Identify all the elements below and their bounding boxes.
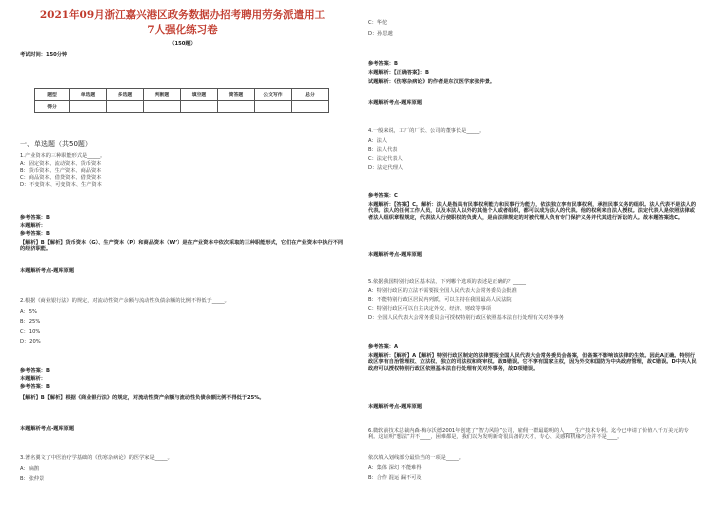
q4-analysis: 本题解析：【答案】C。解析：法人是指具有民事权利能力和民事行为能力，依法独立享有民事权利，承担民事义务的组织。法人代表不是法人的代表。法人的任何工作人员，以及本法人以外的其他个人或者组织，都可以成为法人的代表。他的权利来自法人授权。法定代表人是依照法律或者法人组织章程规定，代表法人行使职权的负责人，是由法律规定的对被代理人负有专门保护义务并代其进行诉讼的人。故本题答案选C。 — [368, 202, 697, 221]
q4-answer: 参考答案：C — [368, 193, 398, 199]
q4-option-c: C：法定代表人 — [368, 156, 403, 162]
q3-option-b: B：张仲景 — [20, 476, 45, 482]
q1-analysis: 【解析】B【解析】货币资本（G）、生产资本（P）和商品资本（W’）是在产业资本中依次采取的三种职能形式，它们在产业资本中执行不同的经济职能。 — [20, 240, 344, 253]
q5-analysis: 本题解析：【解析】A【解析】特别行政区制定的法律要报全国人民代表大会常务委员会备案，但备案不影响该法律的生效。因此A正确。特别行政区享有自治管理权、立法权、独立的司法权和终审权。故B错误。它不享有国家主权，因为外交和国防为中央政府管理，故C错误。D中央人民政府可以授权特别行政区依照基本法自行处理有关对外事务，故D项错误。 — [368, 353, 697, 372]
q5-option-b: B：不能特别行政区居民内列派，可以主持在我国最高人民法院 — [368, 297, 512, 303]
q2-option-c: C：10% — [20, 329, 41, 335]
q5-option-c: C：特别行政区可以自主决定外交、经济、财政等事项 — [368, 306, 491, 312]
q5-answer: 参考答案：A — [368, 344, 398, 350]
q5-option-a: A：特别行政区的立法不需要报全国人民代表大会常务委员会批准 — [368, 288, 517, 294]
q1-option-a: A：固定资本、流动资本、货币资本 — [20, 161, 102, 167]
q2-stem: 2.根据《商业银行法》的规定，对流动性资产余额与流动性负债余额的比例不得低于_____。 — [20, 298, 230, 304]
score-cell — [70, 101, 107, 113]
q4-option-b: B：法人代表 — [368, 147, 398, 153]
q2-analysis-label: 本题解析： — [20, 376, 46, 382]
score-cell — [292, 101, 329, 113]
q4-stem: 4.一般来说，工厂的厂长、公司的董事长是_____。 — [368, 128, 485, 134]
question-count: （150题） — [169, 41, 196, 47]
q3-option-d: D：孙思邈 — [368, 31, 393, 37]
q6-option-a: A：集体 深幻 不能难得 — [368, 465, 422, 471]
q4-source: 本题解析考点-题库原题 — [368, 252, 423, 258]
q5-option-d: D：全国人民代表大会常务委员会可授权特别行政区依照基本法自行处理有关对外事务 — [368, 315, 564, 321]
q1-answer: 参考答案：B — [20, 215, 50, 221]
row-label: 得分 — [35, 101, 70, 113]
score-table — [34, 88, 329, 113]
q1-analysis-label: 本题解析： — [20, 223, 46, 229]
header-cell: 公文写作 — [255, 89, 292, 101]
q3-analysis-label: 本题解析：【正确答案】：B — [368, 70, 430, 76]
header-cell: 总分 — [292, 89, 329, 101]
q1-option-c: C：商品资本、借贷资本、借贷资本 — [20, 175, 102, 181]
q2-analysis: 【解析】B【解析】根据《商业银行法》的规定，对流动性资产余额与流动性负债余额比例不得低于25%。 — [20, 395, 265, 401]
q2-answer-repeat: 参考答案：B — [20, 384, 50, 390]
score-cell — [181, 101, 218, 113]
q3-stem: 3.著名翼文了中医治疗学基础的《伤寒杂病论》的医学家是_____。 — [20, 455, 173, 461]
score-table-header-row — [35, 89, 329, 101]
q3-answer: 参考答案：B — [368, 61, 398, 67]
q1-answer-repeat: 参考答案：B — [20, 231, 50, 237]
q5-source: 本题解析考点-题库原题 — [368, 404, 423, 410]
q2-option-d: D：20% — [20, 339, 41, 345]
q1-source: 本题解析考点-题库原题 — [20, 268, 75, 274]
q3-option-c: C：华佗 — [368, 20, 388, 26]
header-cell: 题型 — [35, 89, 70, 101]
q6-stem: 6.微软前技术总裁内森·梅尔沃德2001年创建了“智力风险”公司，雇佣一群最聪明的人____生产技术专利。迄今已申请了价值八千万美元的专利。这证明“想法”并不____，困难都是，我们以为发明新奇很具备的天才，专心、灵感和机缘巧合并不是____。 — [368, 428, 689, 441]
section-heading: 一、单选题（共50题） — [20, 140, 92, 148]
document-title-line2: 7人强化练习卷 — [147, 24, 218, 36]
document-title-line1: 2021年09月浙江嘉兴港区政务数据办招考聘用劳务派遣用工 — [39, 9, 326, 21]
q2-source: 本题解析考点-题库原题 — [20, 426, 75, 432]
header-cell: 判断题 — [144, 89, 181, 101]
score-table-score-row — [35, 101, 329, 113]
q2-option-a: A：5% — [20, 309, 37, 315]
q4-option-d: D：法定代理人 — [368, 165, 404, 171]
q1-stem: 1.产业资本的三种职能形式是_____。 — [20, 153, 106, 159]
q6-stem-instruction: 依次填入划线部分最恰当的一项是_____。 — [368, 455, 464, 461]
score-cell — [218, 101, 255, 113]
score-cell — [144, 101, 181, 113]
exam-time: 考试时间：150分钟 — [20, 52, 68, 58]
q4-option-a: A：法人 — [368, 138, 388, 144]
q5-stem: 5.依据我国特别行政区基本法，下列哪个选项的表述是正确的？_____ — [368, 279, 526, 285]
header-cell: 填空题 — [181, 89, 218, 101]
q3-source: 本题解析考点-题库原题 — [368, 100, 423, 106]
header-cell: 多选题 — [107, 89, 144, 101]
q2-option-b: B：25% — [20, 319, 41, 325]
q3-analysis: 试题解析：《伤寒杂病论》的作者是东汉医学家张仲景。 — [368, 79, 496, 85]
q2-answer: 参考答案：B — [20, 368, 50, 374]
header-cell: 单选题 — [70, 89, 107, 101]
q6-option-b: B：合作 混运 漏不可及 — [368, 475, 422, 481]
q1-option-d: D：不变资本、可变资本、生产资本 — [20, 182, 102, 188]
score-cell — [107, 101, 144, 113]
q1-option-b: B：货币资本、生产资本、商品资本 — [20, 168, 102, 174]
header-cell: 简答题 — [218, 89, 255, 101]
q3-option-a: A：扁鹊 — [20, 466, 40, 472]
score-cell — [255, 101, 292, 113]
